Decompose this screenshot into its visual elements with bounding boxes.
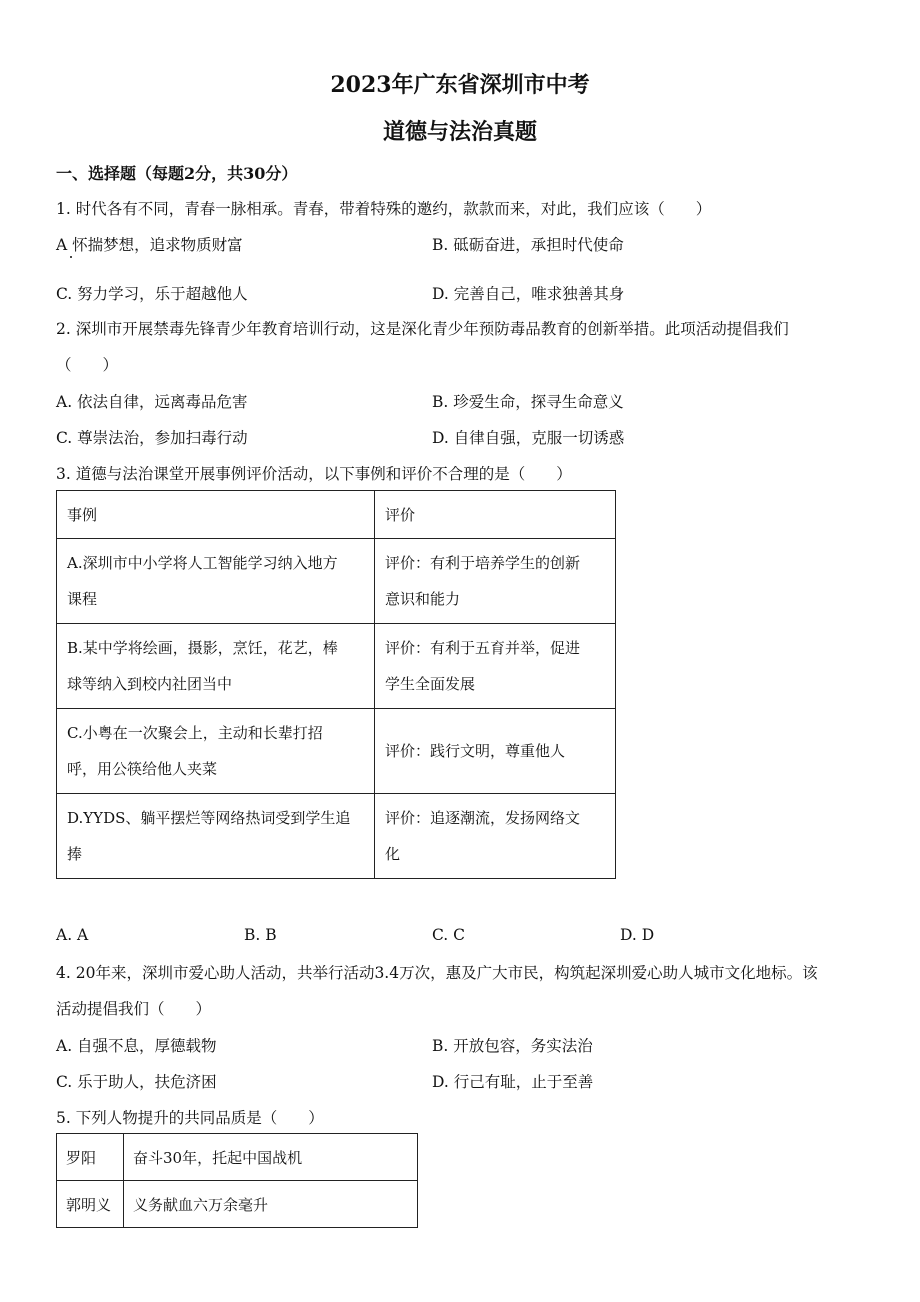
question-4-option-b: B. 开放包容，务实法治 [432,1037,593,1055]
question-4-stem-line-2: 活动提倡我们（ ） [56,1000,212,1018]
case-cell: D.YYDS、躺平摆烂等网络热词受到学生追 捧 [57,794,375,879]
question-2-option-a: A. 依法自律，远离毒品危害 [56,393,248,411]
question-3-option-b: B. B [244,926,277,944]
question-2-stem-line-2: （ ） [56,356,119,374]
header-evaluation: 评价 [375,491,616,539]
question-4-stem-line-1: 4. 20年来，深圳市爱心助人活动，共举行活动3.4万次，惠及广大市民，构筑起深圳爱心助人城市文化地标。该 [56,964,818,982]
question-1-option-a: A 怀揣梦想，追求物质财富 [56,236,243,254]
title-line-1: 2023年广东省深圳市中考 [330,72,590,98]
question-1-option-d: D. 完善自己，唯求独善其身 [432,285,625,303]
evaluation-cell: 评价：有利于五育并举，促进 学生全面发展 [375,624,616,709]
section-heading: 一、选择题（每题2分，共30分） [56,164,298,183]
table-row [57,709,616,794]
person-name: 郭明义 [57,1181,124,1228]
case-cell: B.某中学将绘画，摄影，烹饪，花艺，棒 球等纳入到校内社团当中 [57,624,375,709]
person-name: 罗阳 [57,1134,124,1181]
table-row [57,539,616,624]
title-line-2: 道德与法治真题 [382,119,537,145]
person-table [56,1133,418,1228]
question-4-option-a: A. 自强不息，厚德载物 [56,1037,217,1055]
person-deed: 奋斗30年，托起中国战机 [124,1134,418,1181]
question-2-option-d: D. 自律自强，克服一切诱惑 [432,429,625,447]
table-row [57,1134,418,1181]
person-deed: 义务献血六万余毫升 [124,1181,418,1228]
evaluation-cell: 评价：有利于培养学生的创新 意识和能力 [375,539,616,624]
question-1-option-c: C. 努力学习，乐于超越他人 [56,285,248,303]
table-row [57,624,616,709]
question-5-stem: 5. 下列人物提升的共同品质是（ ） [56,1109,324,1127]
question-2-stem-line-1: 2. 深圳市开展禁毒先锋青少年教育培训行动，这是深化青少年预防毒品教育的创新举措。此项活动提倡我们 [56,320,789,338]
header-case: 事例 [57,491,375,539]
table-row [57,794,616,879]
option-a-dot [70,256,72,258]
case-cell: A.深圳市中小学将人工智能学习纳入地方 课程 [57,539,375,624]
question-1-option-b: B. 砥砺奋进，承担时代使命 [432,236,624,254]
question-2-option-b: B. 珍爱生命，探寻生命意义 [432,393,624,411]
case-evaluation-table [56,490,616,879]
question-2-option-c: C. 尊崇法治，参加扫毒行动 [56,429,248,447]
table-row [57,1181,418,1228]
question-3-option-d: D. D [620,926,655,944]
question-3-option-c: C. C [432,926,466,944]
question-4-option-c: C. 乐于助人，扶危济困 [56,1073,217,1091]
table-header-row [57,491,616,539]
question-3-option-a: A. A [56,926,89,944]
question-3-stem: 3. 道德与法治课堂开展事例评价活动，以下事例和评价不合理的是（ ） [56,465,572,483]
question-4-option-d: D. 行己有耻，止于至善 [432,1073,594,1091]
case-cell: C.小粤在一次聚会上，主动和长辈打招 呼，用公筷给他人夹菜 [57,709,375,794]
evaluation-cell: 评价：追逐潮流，发扬网络文 化 [375,794,616,879]
question-1-stem: 1. 时代各有不同，青春一脉相承。青春，带着特殊的邀约，款款而来，对此，我们应该（ ） [56,200,712,218]
evaluation-cell: 评价：践行文明，尊重他人 [375,709,616,794]
